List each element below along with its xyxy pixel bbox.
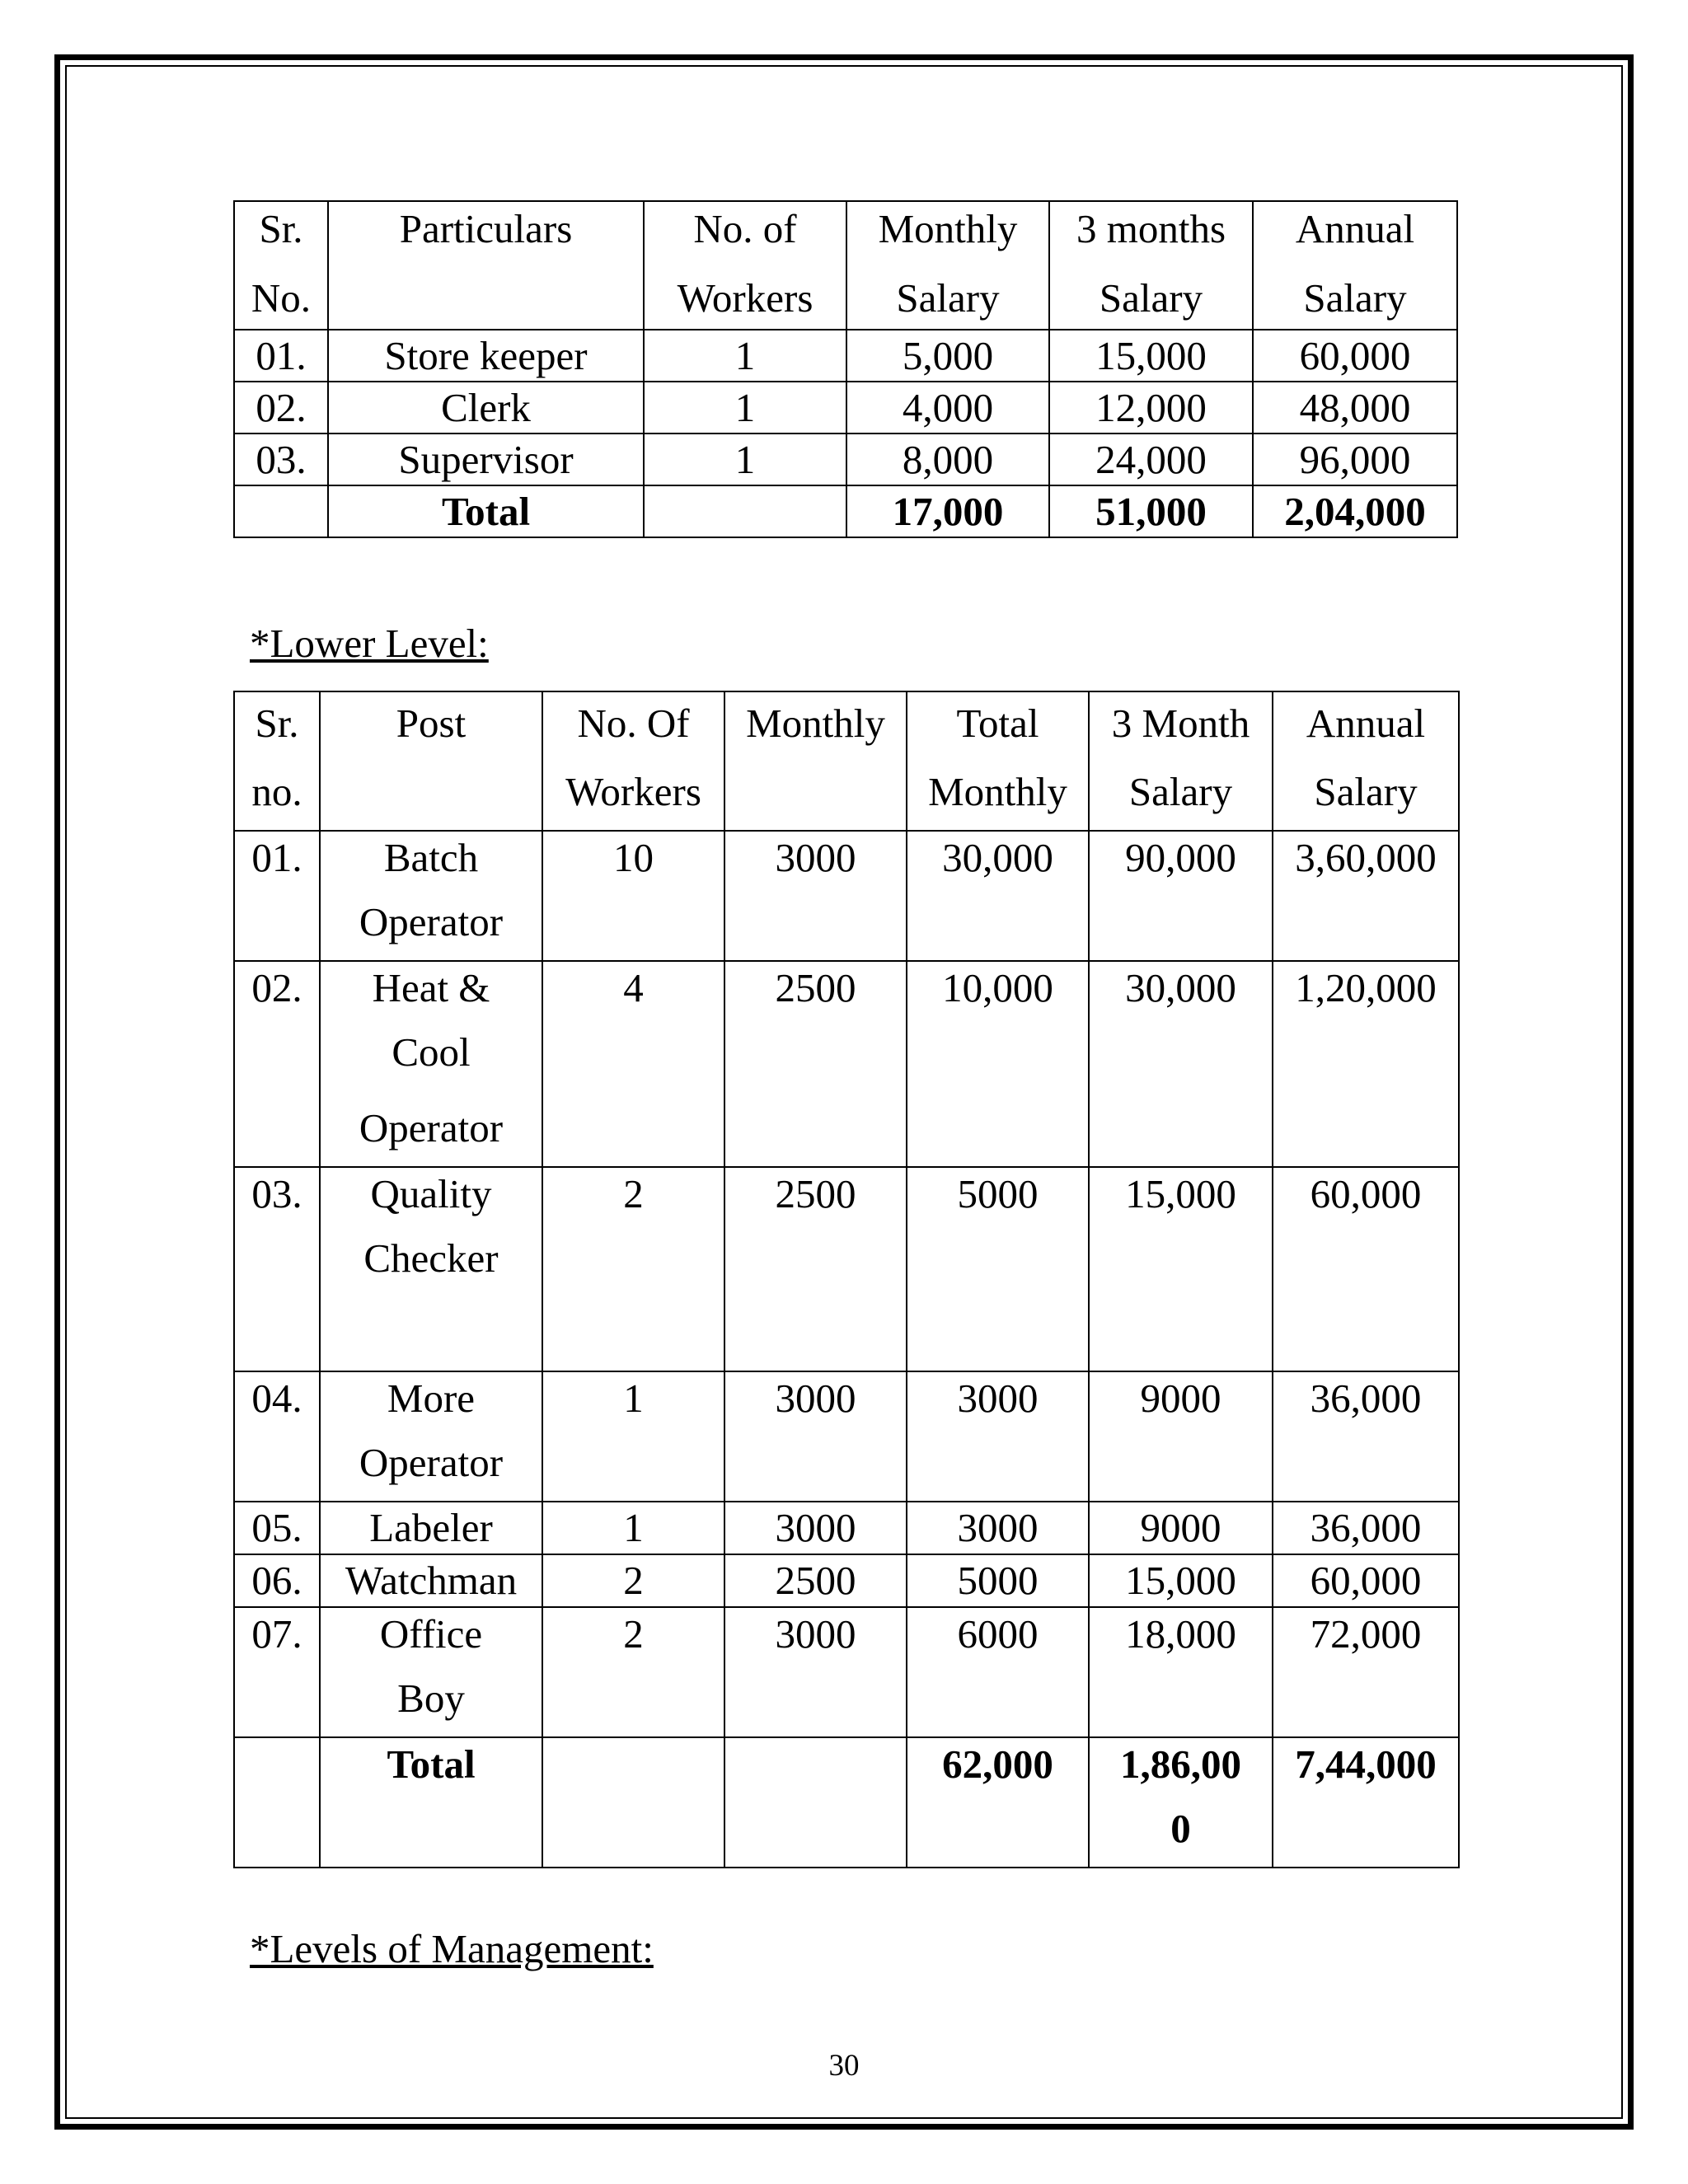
total-monthly-salary: 17,000 bbox=[846, 485, 1049, 537]
cell-annual-salary: 1,20,000 bbox=[1273, 961, 1459, 1167]
cell-total-monthly: 30,000 bbox=[907, 831, 1089, 961]
cell-post: Batch Operator bbox=[320, 831, 542, 961]
cell-workers: 1 bbox=[644, 382, 846, 434]
cell-3-month-salary: 15,000 bbox=[1089, 1167, 1273, 1371]
cell-annual-salary: 60,000 bbox=[1273, 1167, 1459, 1371]
table-row bbox=[234, 330, 1457, 382]
cell-annual-salary: 60,000 bbox=[1273, 1554, 1459, 1607]
cell-3-month-salary: 30,000 bbox=[1089, 961, 1273, 1167]
table-total-row bbox=[234, 485, 1457, 537]
cell-post: Office Boy bbox=[320, 1607, 542, 1737]
cell-monthly-salary: 4,000 bbox=[846, 382, 1049, 434]
cell-annual-salary: 60,000 bbox=[1253, 330, 1457, 382]
cell-monthly-salary: 8,000 bbox=[846, 434, 1049, 485]
cell-3-months-salary: 12,000 bbox=[1049, 382, 1253, 434]
cell-workers: 1 bbox=[644, 330, 846, 382]
cell-total-monthly: 3000 bbox=[907, 1371, 1089, 1502]
cell-monthly: 3000 bbox=[724, 831, 907, 961]
header-cell-total-monthly: Total Monthly bbox=[907, 691, 1089, 831]
table-row bbox=[234, 1167, 1459, 1371]
table-row bbox=[234, 1502, 1459, 1554]
cell-post: Labeler bbox=[320, 1502, 542, 1554]
cell-total-monthly: 5000 bbox=[907, 1167, 1089, 1371]
cell-monthly bbox=[724, 1737, 907, 1868]
table-total-row bbox=[234, 1737, 1459, 1868]
header-cell-sr-no: Sr. No. bbox=[234, 201, 328, 330]
cell-3-months-salary: 15,000 bbox=[1049, 330, 1253, 382]
cell-workers: 4 bbox=[542, 961, 724, 1167]
cell-sr-no: 04. bbox=[234, 1371, 320, 1502]
table-header-row bbox=[234, 691, 1459, 831]
cell-monthly: 2500 bbox=[724, 1554, 907, 1607]
cell-3-month-salary: 18,000 bbox=[1089, 1607, 1273, 1737]
cell-total-monthly: 10,000 bbox=[907, 961, 1089, 1167]
cell-3-months-salary: 24,000 bbox=[1049, 434, 1253, 485]
cell-sr-no: 02. bbox=[234, 961, 320, 1167]
total-label: Total bbox=[320, 1737, 542, 1868]
header-cell-sr-no: Sr. no. bbox=[234, 691, 320, 831]
cell-sr-no: 07. bbox=[234, 1607, 320, 1737]
cell-sr-no: 03. bbox=[234, 1167, 320, 1371]
cell-monthly: 3000 bbox=[724, 1502, 907, 1554]
cell-3-month-salary: 9000 bbox=[1089, 1371, 1273, 1502]
table-row bbox=[234, 1607, 1459, 1737]
total-3-month-salary: 1,86,00 0 bbox=[1089, 1737, 1273, 1868]
table-row bbox=[234, 382, 1457, 434]
table-row bbox=[234, 434, 1457, 485]
header-cell-monthly: Monthly bbox=[724, 691, 907, 831]
lower-level-heading: *Lower Level: bbox=[250, 621, 489, 666]
cell-post: More Operator bbox=[320, 1371, 542, 1502]
salary-table-lower-level bbox=[233, 691, 1460, 1868]
cell-post: Watchman bbox=[320, 1554, 542, 1607]
cell-workers: 1 bbox=[542, 1371, 724, 1502]
cell-sr-no: 01. bbox=[234, 831, 320, 961]
header-cell-monthly-salary: Monthly Salary bbox=[846, 201, 1049, 330]
cell-workers: 2 bbox=[542, 1167, 724, 1371]
cell-monthly: 2500 bbox=[724, 1167, 907, 1371]
cell-total-monthly: 5000 bbox=[907, 1554, 1089, 1607]
cell-annual-salary: 48,000 bbox=[1253, 382, 1457, 434]
cell-sr-no: 03. bbox=[234, 434, 328, 485]
cell-total-monthly: 3000 bbox=[907, 1502, 1089, 1554]
page-number: 30 bbox=[828, 2049, 860, 2083]
cell-post: Heat & Cool Operator bbox=[320, 961, 542, 1167]
header-cell-workers: No. of Workers bbox=[644, 201, 846, 330]
cell-workers: 1 bbox=[644, 434, 846, 485]
cell-post: Quality Checker bbox=[320, 1167, 542, 1371]
cell-sr-no: 06. bbox=[234, 1554, 320, 1607]
cell-workers: 2 bbox=[542, 1554, 724, 1607]
header-cell-3-month-salary: 3 Month Salary bbox=[1089, 691, 1273, 831]
cell-total-monthly: 6000 bbox=[907, 1607, 1089, 1737]
cell-particulars: Clerk bbox=[328, 382, 644, 434]
cell-monthly-salary: 5,000 bbox=[846, 330, 1049, 382]
total-3-months-salary: 51,000 bbox=[1049, 485, 1253, 537]
cell-annual-salary: 36,000 bbox=[1273, 1371, 1459, 1502]
cell-annual-salary: 96,000 bbox=[1253, 434, 1457, 485]
cell-particulars: Store keeper bbox=[328, 330, 644, 382]
cell-workers: 2 bbox=[542, 1607, 724, 1737]
cell-sr-no bbox=[234, 485, 328, 537]
header-cell-particulars: Particulars bbox=[328, 201, 644, 330]
header-cell-post: Post bbox=[320, 691, 542, 831]
table-header-row bbox=[234, 201, 1457, 330]
cell-workers: 10 bbox=[542, 831, 724, 961]
total-annual-salary: 7,44,000 bbox=[1273, 1737, 1459, 1868]
cell-particulars: Supervisor bbox=[328, 434, 644, 485]
salary-table-upper bbox=[233, 200, 1458, 538]
cell-3-month-salary: 90,000 bbox=[1089, 831, 1273, 961]
cell-monthly: 2500 bbox=[724, 961, 907, 1167]
cell-sr-no bbox=[234, 1737, 320, 1868]
cell-sr-no: 01. bbox=[234, 330, 328, 382]
table-row bbox=[234, 1554, 1459, 1607]
header-cell-3-months-salary: 3 months Salary bbox=[1049, 201, 1253, 330]
cell-annual-salary: 3,60,000 bbox=[1273, 831, 1459, 961]
cell-workers: 1 bbox=[542, 1502, 724, 1554]
header-cell-annual-salary: Annual Salary bbox=[1273, 691, 1459, 831]
cell-3-month-salary: 15,000 bbox=[1089, 1554, 1273, 1607]
total-monthly-total: 62,000 bbox=[907, 1737, 1089, 1868]
cell-sr-no: 02. bbox=[234, 382, 328, 434]
cell-monthly: 3000 bbox=[724, 1607, 907, 1737]
cell-workers bbox=[644, 485, 846, 537]
cell-sr-no: 05. bbox=[234, 1502, 320, 1554]
header-cell-annual-salary: Annual Salary bbox=[1253, 201, 1457, 330]
total-label: Total bbox=[328, 485, 644, 537]
cell-annual-salary: 36,000 bbox=[1273, 1502, 1459, 1554]
total-annual-salary: 2,04,000 bbox=[1253, 485, 1457, 537]
header-cell-workers: No. Of Workers bbox=[542, 691, 724, 831]
table-row bbox=[234, 1371, 1459, 1502]
cell-3-month-salary: 9000 bbox=[1089, 1502, 1273, 1554]
levels-of-management-heading: *Levels of Management: bbox=[250, 1926, 654, 1971]
cell-workers bbox=[542, 1737, 724, 1868]
table-row bbox=[234, 831, 1459, 961]
cell-monthly: 3000 bbox=[724, 1371, 907, 1502]
cell-annual-salary: 72,000 bbox=[1273, 1607, 1459, 1737]
table-row bbox=[234, 961, 1459, 1167]
